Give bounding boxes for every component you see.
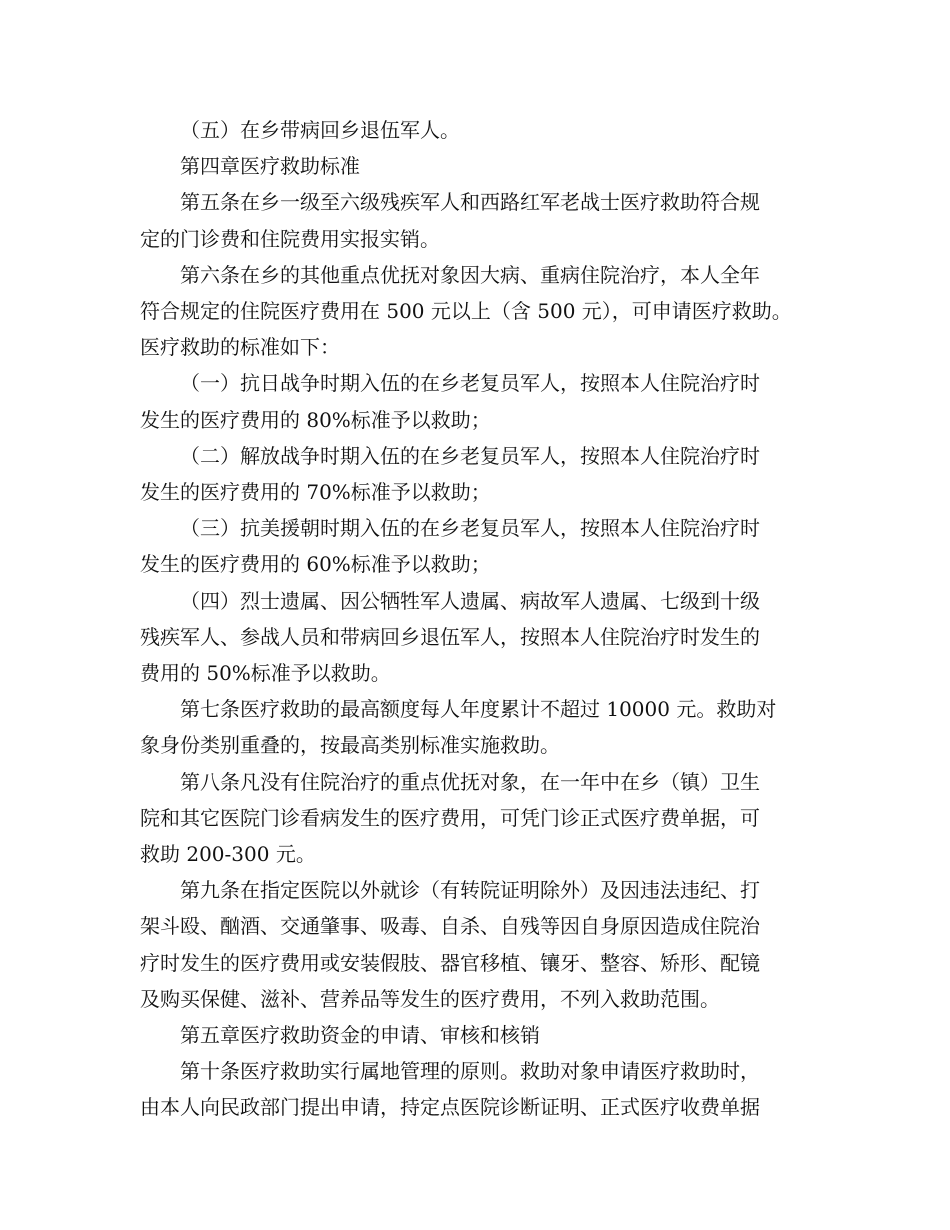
article-six: 第六条在乡的其他重点优抚对象因大病、重病住院治疗，本人全年 符合规定的住院医疗费用在 500 元以上（含 500 元），可申请医疗救助。 医疗救助的标准如下： <box>140 262 792 360</box>
paragraph-item-five: （五）在乡带病回乡退伍军人。 <box>180 118 460 142</box>
document-body <box>140 112 820 1126</box>
standard-item-two: （二）解放战争时期入伍的在乡老复员军人，按照本人住院治疗时 发生的医疗费用的 70%标准予以救助； <box>140 443 760 505</box>
standard-item-one: （一）抗日战争时期入伍的在乡老复员军人，按照本人住院治疗时 发生的医疗费用的 80%标准予以救助； <box>140 371 760 432</box>
standard-item-four: （四）烈士遗属、因公牺牲军人遗属、病故军人遗属、七级到十级 残疾军人、参战人员和带病回乡退伍军人，按照本人住院治疗时发生的 费用的 50%标准予以救助。 <box>140 588 760 686</box>
article-ten: 第十条医疗救助实行属地管理的原则。救助对象申请医疗救助时， 由本人向民政部门提出申请，持定点医院诊断证明、正式医疗收费单据 <box>140 1059 760 1120</box>
chapter-five-heading: 第五章医疗救助资金的申请、审核和核销 <box>180 1023 540 1048</box>
article-five: 第五条在乡一级至六级残疾军人和西路红军老战士医疗救助符合规 定的门诊费和住院费用实报实销。 <box>140 190 760 251</box>
standard-item-three: （三）抗美援朝时期入伍的在乡老复员军人，按照本人住院治疗时 发生的医疗费用的 60%标准予以救助； <box>140 516 760 577</box>
article-nine: 第九条在指定医院以外就诊（有转院证明除外）及因违法违纪、打 架斗殴、酗酒、交通肇事、吸毒、自杀、自残等因自身原因造成住院治 疗时发生的医疗费用或安装假肢、器官移植、镶牙、整容、矫形、配镜 及购买保健、滋补、营养品等发生的医疗费用，不列入救助范围。 <box>140 878 760 1011</box>
chapter-four-heading: 第四章医疗救助标准 <box>180 154 360 179</box>
article-seven: 第七条医疗救助的最高额度每人年度累计不超过 10000 元。救助对 象身份类别重叠的，按最高类别标准实施救助。 <box>140 697 777 758</box>
article-eight: 第八条凡没有住院治疗的重点优抚对象，在一年中在乡（镇）卫生 院和其它医院门诊看病发生的医疗费用，可凭门诊正式医疗费单据，可 救助 200-300 元。 <box>140 769 760 867</box>
